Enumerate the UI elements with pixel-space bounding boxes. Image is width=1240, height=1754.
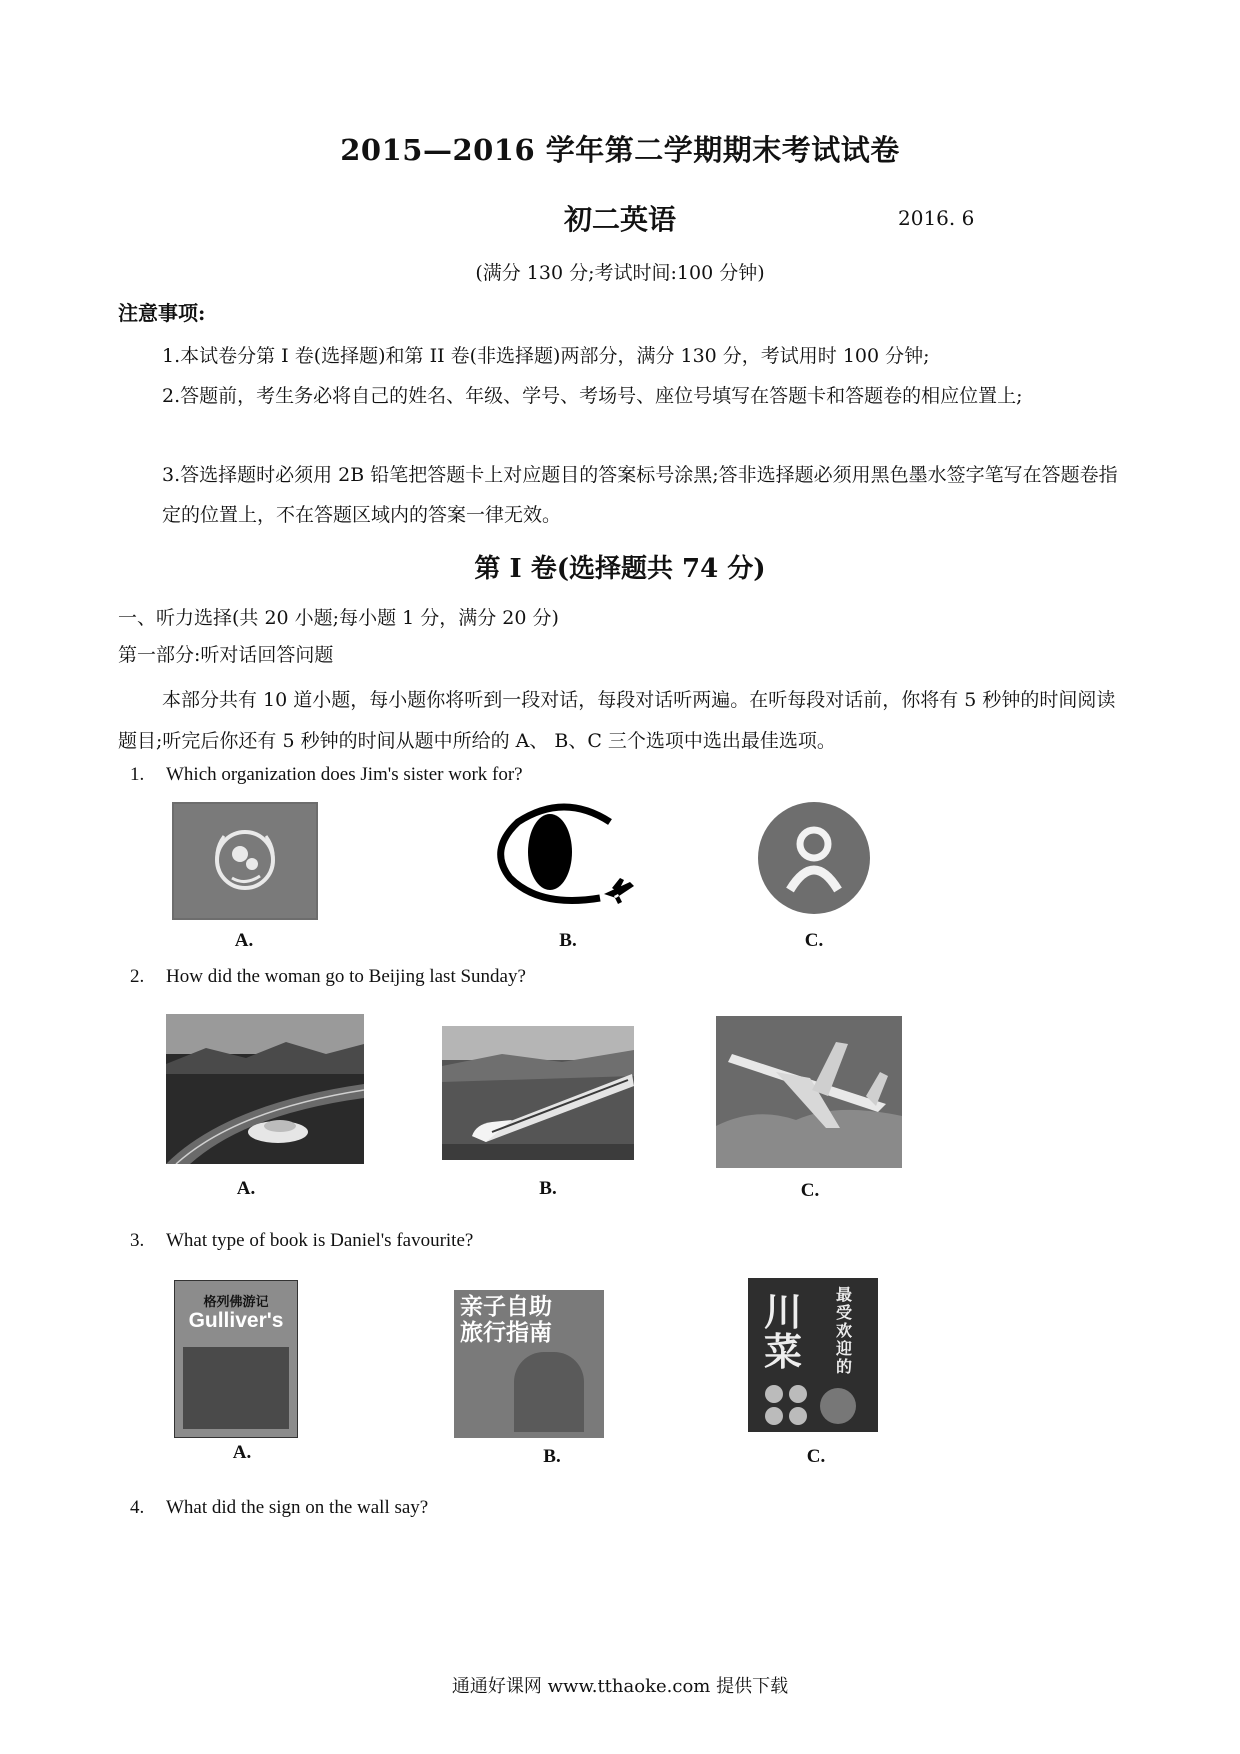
book-b-photo [514,1352,584,1432]
option-label-c: C. [804,930,824,951]
question-number: 2. [130,966,145,987]
notice-heading: 注意事项: [118,301,206,325]
score-and-time: (满分 130 分;考试时间:100 分钟) [475,262,765,284]
question-number: 3. [130,1230,145,1251]
airline-logo-image [490,800,638,910]
option-label-b: B. [559,930,577,951]
question-2 [130,966,526,988]
option-label-c: C. [806,1446,826,1467]
un-flag-image [172,802,318,920]
book-c-main-title: 川菜 [764,1289,803,1374]
instructions: 本部分共有 10 道小题，每小题你将听到一段对话，每段对话听两遍。在听每段对话前，你将有 5 秒钟的时间阅读题目;听完后你还有 5 秒钟的时间从题中所给的 A、 B、C 三个选项中选出最佳选项。 [118,689,1116,752]
train-photo-image [442,1026,634,1160]
question-text: Which organization does Jim's sister work for? [166,764,523,785]
page-footer: 通通好课网 www.tthaoke.com 提供下载 [451,1676,789,1697]
travel-guide-book-image [454,1290,604,1438]
question-number: 1. [130,764,145,785]
gulliver-book-image [174,1280,298,1438]
option-label-c: C. [800,1180,820,1201]
question-text: What type of book is Daniel's favourite? [166,1230,474,1251]
book-c-dishes [758,1382,868,1426]
subject-title: 初二英语 [563,203,676,236]
book-c-side-title: 最受欢迎的 [836,1285,853,1376]
sub-heading: 第一部分:听对话回答问题 [118,644,334,666]
question-3 [130,1230,473,1252]
book-b-title: 亲子自助旅行指南 [460,1293,552,1346]
option-label-a: A. [232,1442,252,1463]
exam-date: 2016. 6 [898,206,975,230]
notice-item-1: 1.本试卷分第 I 卷(选择题)和第 II 卷(非选择题)两部分，满分 130 分，考试用时 100 分钟; [162,345,930,367]
question-text: What did the sign on the wall say? [166,1497,429,1518]
option-label-b: B. [543,1446,561,1467]
notice-item-2: 2.答题前，考生务必将自己的姓名、年级、学号、考场号、座位号填写在答题卡和答题卷的相应位置上; [162,385,1023,407]
book-a-illustration [183,1347,289,1429]
notice-item-3: 3.答选择题时必须用 2B 铅笔把答题卡上对应题目的答案标号涂黑;答非选择题必须用黑色墨水签字笔写在答题卷指定的位置上，不在答题区域内的答案一律无效。 [162,464,1118,526]
exam-title: 2015—2016 学年第二学期期末考试试卷 [340,133,900,167]
question-1 [130,764,523,786]
charity-logo-image [756,800,872,916]
option-label-a: A. [234,930,254,951]
airplane-photo-image [716,1016,902,1168]
question-4 [130,1497,428,1519]
question-text: How did the woman go to Beijing last Sunday? [166,966,526,987]
option-label-b: B. [539,1178,557,1199]
section-title: 第 I 卷(选择题共 74 分) [474,554,766,584]
book-a-cn-title: 格列佛游记 [203,1295,269,1310]
sichuan-cuisine-book-image [748,1278,878,1432]
book-a-en-title: Gulliver's [188,1309,284,1332]
question-number: 4. [130,1497,145,1518]
option-label-a: A. [236,1178,256,1199]
car-photo-image [166,1014,364,1164]
part-heading: 一、听力选择(共 20 小题;每小题 1 分，满分 20 分) [118,607,559,629]
